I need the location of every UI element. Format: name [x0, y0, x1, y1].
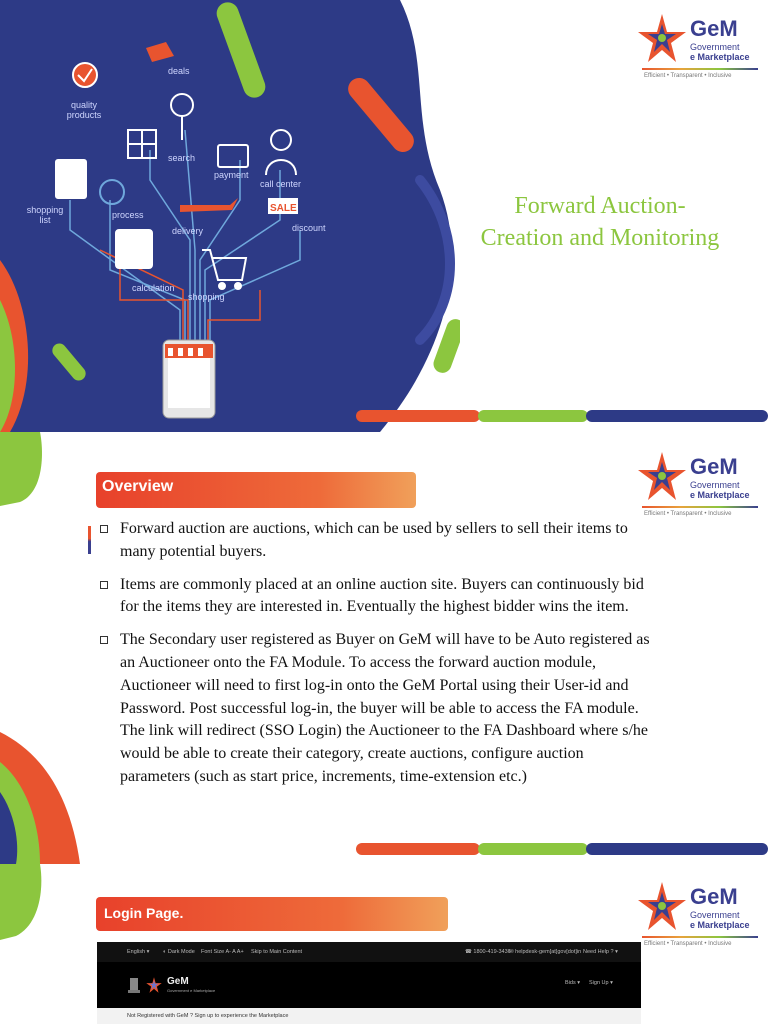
gem-logo	[634, 10, 762, 80]
slide-title	[0, 0, 768, 432]
need-help-menu[interactable]: Need Help ? ▾	[583, 949, 618, 955]
register-prompt[interactable]: Not Registered with GeM ? Sign up to experience the Marketplace	[127, 1013, 289, 1019]
stripe-orange	[356, 843, 480, 855]
label-process: process	[112, 210, 144, 220]
section-heading-banner	[96, 897, 448, 931]
language-select[interactable]: English ▾	[127, 949, 150, 955]
bullet-marker-icon	[100, 581, 108, 589]
dark-mode-toggle[interactable]: ◐ Dark Mode	[163, 949, 195, 955]
label-discount: discount	[292, 223, 326, 233]
logo-line1: Government	[690, 480, 740, 490]
logo-wordmark: GeM	[690, 884, 738, 909]
logo-tagline: Efficient • Transparent • Inclusive	[644, 941, 732, 947]
helpline-phone: ☎ 1800-419-3436	[465, 949, 511, 955]
label-quality-products: quality products	[66, 100, 102, 120]
label-delivery: delivery	[172, 226, 204, 236]
stripe-navy	[586, 843, 768, 855]
label-payment: payment	[214, 170, 249, 180]
stripe-orange	[356, 410, 480, 422]
nav-bids[interactable]: Bids ▾	[565, 980, 580, 986]
screenshot-topbar	[97, 942, 641, 963]
font-size-controls[interactable]: Font Size A- A A+	[201, 949, 244, 955]
logo-tagline: Efficient • Transparent • Inclusive	[644, 73, 732, 79]
logo-line1: Government	[690, 42, 740, 52]
gem-star-icon	[634, 878, 690, 934]
screenshot-brand-sub: Government e Marketplace	[167, 988, 216, 993]
section-heading: Login Page.	[104, 905, 184, 921]
section-heading: Overview	[102, 478, 174, 495]
bullet-item	[100, 574, 652, 620]
logo-line2: e Marketplace	[690, 490, 750, 500]
logo-wordmark: GeM	[690, 16, 738, 41]
label-call-center: call center	[260, 179, 302, 189]
screenshot-brand: GeM	[167, 976, 189, 987]
sale-tag-text: SALE	[270, 203, 297, 214]
label-shopping-list: shopping list	[26, 205, 64, 225]
logo-line2: e Marketplace	[690, 52, 750, 62]
logo-wordmark: GeM	[690, 454, 738, 479]
slide-title-text: Forward Auction- Creation and Monitoring	[480, 193, 720, 251]
bullet-marker-icon	[100, 525, 108, 533]
logo-line2: e Marketplace	[690, 920, 750, 930]
logo-tagline: Efficient • Transparent • Inclusive	[644, 511, 732, 517]
gem-star-icon	[634, 10, 690, 66]
gem-star-icon	[634, 448, 690, 504]
stripe-navy	[586, 410, 768, 422]
logo-rule	[642, 506, 758, 508]
emblem-icon	[127, 976, 141, 994]
slide-decor-left	[0, 432, 90, 864]
bullet-text: The Secondary user registered as Buyer on GeM will have to be Auto registered as an Auctioneer onto the FA Module. To access the forward auction module, Auctioneer will need to first log-in onto the GeM Portal using their User-id and Password. Post successful log-in, the buyer will be able to access the FA module. The link will redirect (SSO Login) the Auctioneer to the FA Dashboard where s/he would be able to create their category, create auctions, configure auction parameters (such as start price, increments, time-extension etc.)	[120, 631, 650, 785]
label-deals: deals	[168, 66, 190, 76]
bullet-item	[100, 518, 652, 564]
bullet-text: Forward auction are auctions, which can be used by sellers to sell their items to many potential buyers.	[120, 520, 628, 560]
label-search: search	[168, 153, 196, 163]
slide-decor-left	[0, 864, 60, 1024]
gem-star-icon	[145, 976, 163, 994]
logo-rule	[642, 68, 758, 70]
login-page-screenshot	[97, 942, 641, 1024]
hero-illustration	[0, 0, 460, 432]
label-calculation: calculation	[132, 283, 175, 293]
bullet-item	[100, 629, 652, 789]
stripe-green	[478, 843, 588, 855]
bullet-list	[100, 518, 652, 799]
skip-link[interactable]: Skip to Main Content	[251, 949, 303, 955]
logo-line1: Government	[690, 910, 740, 920]
bullet-text: Items are commonly placed at an online auction site. Buyers can continuously bid for the items they are interested in. Eventually the highest bidder wins the item.	[120, 575, 644, 616]
bullet-accent	[88, 526, 91, 554]
nav-signup[interactable]: Sign Up ▾	[589, 980, 613, 986]
gem-logo	[634, 448, 762, 518]
screenshot-navbar	[97, 962, 641, 1008]
gem-logo	[634, 878, 762, 948]
logo-rule	[642, 936, 758, 938]
helpdesk-email[interactable]: ✉ helpdesk-gem[at]gov[dot]in	[509, 949, 582, 955]
stripe-green	[478, 410, 588, 422]
section-heading-banner	[96, 472, 416, 508]
register-strip	[97, 1008, 641, 1024]
bullet-marker-icon	[100, 636, 108, 644]
label-shopping: shopping	[188, 292, 225, 302]
